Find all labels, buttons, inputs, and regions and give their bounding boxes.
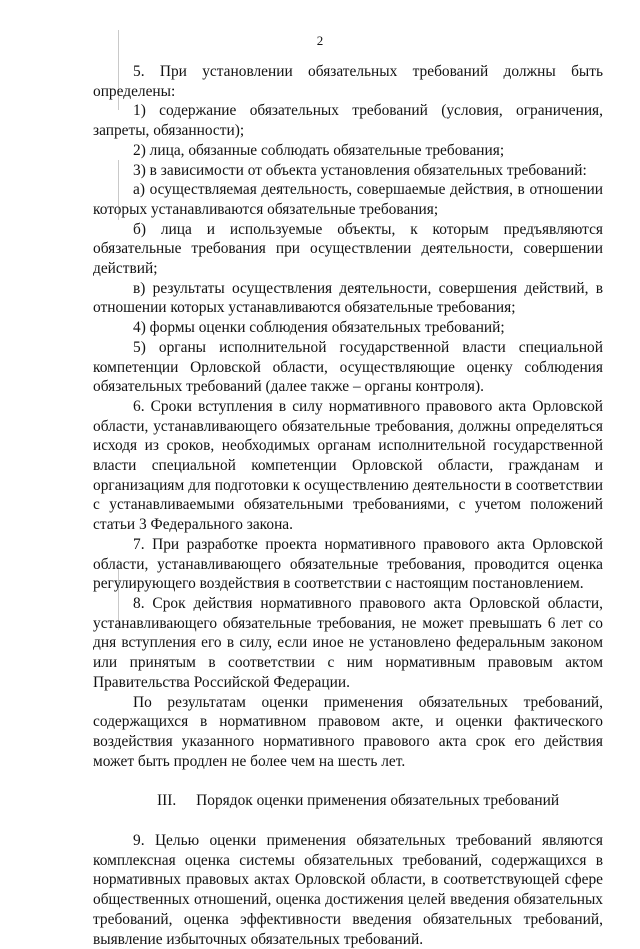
list-item-3: 3) в зависимости от объекта установления обязательных требований: <box>133 161 587 179</box>
paragraph-8: 8. Срок действия нормативного правового акта Орловской области, устанавливающего обязательные требования, не может превышать 6 лет со дня вступления его в силу, если иное не установлено федеральным законом или принятым в соответствии с ним нормативным правовым актом Правительства Российской Федерации. <box>93 594 603 691</box>
list-item-3c: в) результаты осуществления деятельности, совершения действий, в отношении которых устанавливаются обязательные требования; <box>93 279 603 317</box>
section-heading <box>93 791 603 811</box>
list-item-1: 1) содержание обязательных требований (условия, ограничения, запреты, обязанности); <box>93 102 603 140</box>
section-title: Порядок оценки применения обязательных требований <box>196 792 560 810</box>
paragraph-5: 5. При установлении обязательных требований должны быть определены: <box>93 63 603 100</box>
list-item-3b: б) лица и используемые объекты, к которым предъявляются обязательные требования при осуществлении деятельности, совершении действий; <box>93 220 603 278</box>
paragraph-6: 6. Сроки вступления в силу нормативного правового акта Орловской области, устанавливающего обязательные требования, должны определяться исходя из сроков, необходимых органам исполнительной государственной власти специальной компетенции Орловской области, гражданам и организациям для подготовки к осуществлению деятельности в соответствии с устанавливаемыми обязательными требованиями, с учетом положений статьи 3 Федерального закона. <box>93 397 603 534</box>
paragraph-7: 7. При разработке проекта нормативного правового акта Орловской области, устанавливающего обязательные требования, проводится оценка регулирующего воздействия в соответствии с настоящим постановлением. <box>93 535 603 593</box>
list-item-3a: а) осуществляемая деятельность, совершаемые действия, в отношении которых устанавливаются обязательные требования; <box>93 181 603 218</box>
document-body <box>93 62 603 949</box>
list-item-2: 2) лица, обязанные соблюдать обязательные требования; <box>133 141 505 159</box>
paragraph-8-extension: По результатам оценки применения обязательных требований, содержащихся в нормативном правовом акте, и оценки фактического воздействия указанного нормативного правового акта срок его действия может быть продлен не более чем на шесть лет. <box>93 693 603 770</box>
page-number: 2 <box>316 33 324 48</box>
list-item-5: 5) органы исполнительной государственной власти специальной компетенции Орловской области, осуществляющие оценку соблюдения обязательных требований (далее также – органы контроля). <box>93 338 603 396</box>
paragraph-9: 9. Целью оценки применения обязательных требований являются комплексная оценка системы обязательных требований, содержащихся в нормативных правовых актах Орловской области, в соответствующей сфере общественных отношений, оценка достижения целей введения обязательных требований, оценка эффективности введения обязательных требований, выявление избыточных обязательных требований. <box>93 832 603 948</box>
list-item-4: 4) формы оценки соблюдения обязательных требований; <box>133 319 505 337</box>
section-number: III. <box>156 792 177 810</box>
